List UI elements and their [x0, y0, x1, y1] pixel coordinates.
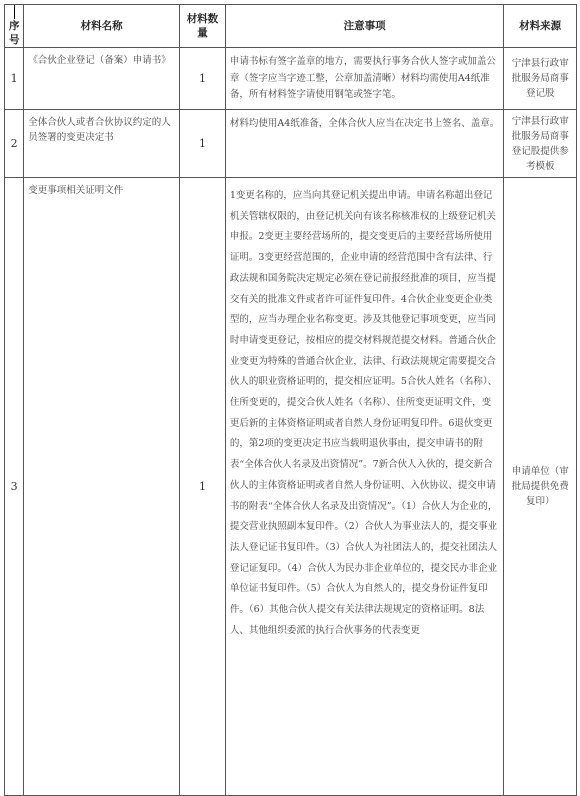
- material-source: 申请单位（审批局提供免费复印）: [504, 178, 577, 796]
- material-note: 申请书标有签字盖章的地方，需要执行事务合伙人签字或加盖公章（签字应当字迹工整，公章加盖清晰）材料均需使用A4纸准备，所有材料签字请使用钢笔或签字笔。: [225, 48, 504, 110]
- header-material-source: 材料来源: [504, 5, 577, 48]
- row-number: 3: [5, 178, 24, 796]
- row-number: 1: [5, 48, 24, 110]
- table-header-row: [5, 5, 577, 48]
- material-name: 变更事项相关证明文件: [24, 178, 180, 796]
- material-quantity: 1: [180, 178, 226, 796]
- material-name: 全体合伙人或者合伙协议约定的人员签署的变更决定书: [24, 110, 180, 178]
- table-row: [5, 48, 577, 110]
- material-quantity: 1: [180, 48, 226, 110]
- header-notes: 注意事项: [225, 5, 504, 48]
- material-note: 1变更名称的，应当向其登记机关提出申请。申请名称超出登记机关管辖权限的，由登记机关向有该名称核准权的上级登记机关申报。2变更主要经营场所的，提交变更后的主要经营场所使用证明。3变更经营范围的，企业申请的经营范围中含有法律、行政法规和国务院决定规定必须在登记前报经批准的项目，应当提交有关的批准文件或者许可证件复印件。4合伙企业变更企业类型的，应当办理企业名称变更。涉及其他登记事项变更，应当同时申请变更登记，按相应的提交材料规范提交材料。普通合伙企业变更为特殊的普通合伙企业，法律、行政法规规定需要提交合伙人的职业资格证明的，提交相应证明。5合伙人姓名（名称）、住所变更的，提交合伙人姓名（名称）、住所变更证明文件，变更后新的主体资格证明或者自然人身份证明复印件。6退伙变更的，第2项的变更决定书应当载明退伙事由，提交申请书的附表“全体合伙人名录及出资情况”。7新合伙人入伙的，提交新合伙人的主体资格证明或者自然人身份证明、入伙协议、提交申请书的附表“全体合伙人名录及出资情况”。（1）合伙人为企业的，提交营业执照副本复印件。（2）合伙人为事业法人的，提交事业法人登记证书复印件。（3）合伙人为社团法人的，提交社团法人登记证复印。（4）合伙人为民办非企业单位的，提交民办非企业单位证书复印件。（5）合伙人为自然人的，提交身份证件复印件。（6）其他合伙人提交有关法律法规规定的资格证明。8法人、其他组织委派的执行合伙事务的代表变更: [225, 178, 504, 796]
- row-number: 2: [5, 110, 24, 178]
- header-material-name: 材料名称: [24, 5, 180, 48]
- table-row: [5, 110, 577, 178]
- material-source: 宁津县行政审批服务局商事登记股提供参考模板: [504, 110, 577, 178]
- material-source: 宁津县行政审批服务局商事登记股: [504, 48, 577, 110]
- material-note: 材料均使用A4纸准备，全体合伙人应当在决定书上签名、盖章。: [225, 110, 504, 178]
- text-cursor: [14, 5, 15, 19]
- table-row: [5, 178, 577, 796]
- material-quantity: 1: [180, 110, 226, 178]
- header-material-quantity: 材料数量: [180, 5, 226, 48]
- header-no: 序号: [5, 5, 24, 48]
- materials-table: [4, 4, 577, 796]
- material-name: 《合伙企业登记（备案）申请书》: [24, 48, 180, 110]
